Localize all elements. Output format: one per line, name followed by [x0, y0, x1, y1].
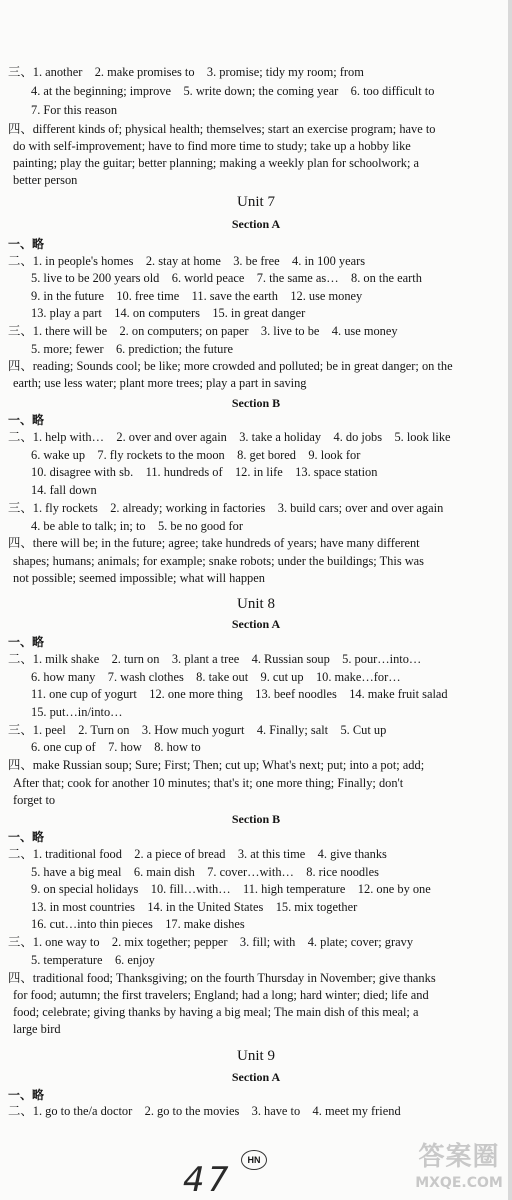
answer-line: 5. have a big meal 6. main dish 7. cover…with… 8. rice noodles	[31, 865, 379, 879]
answer-line: 7. For this reason	[31, 103, 118, 117]
watermark-url: MXQE.COM	[415, 1175, 503, 1191]
answer-line: 9. on special holidays 10. fill…with… 11. high temperature 12. one by one	[31, 882, 431, 896]
answer-line: 四、make Russian soup; Sure; First; Then; cut up; What's next; put; into a pot; add;	[8, 758, 425, 772]
section-heading: Section B	[231, 396, 281, 410]
page-edge-shadow	[508, 0, 512, 1200]
answer-line: 6. one cup of 7. how 8. how to	[31, 740, 201, 754]
answer-line: not possible; seemed impossible; what will happen	[13, 571, 265, 585]
answer-line: 6. how many 7. wash clothes 8. take out 9. cut up 10. make…for…	[31, 670, 401, 684]
answer-line: 6. wake up 7. fly rockets to the moon 8. get bored 9. look for	[31, 448, 361, 462]
answer-line: 二、1. go to the/a doctor 2. go to the movies 3. have to 4. meet my friend	[8, 1104, 401, 1118]
answer-line: 13. play a part 14. on computers 15. in great danger	[31, 306, 306, 320]
answer-line: for food; autumn; the first travelers; England; had a long; hard winter; died; life and	[13, 988, 429, 1002]
answer-line: 一、略	[8, 237, 45, 251]
answer-line: 9. in the future 10. free time 11. save the earth 12. use money	[31, 289, 363, 303]
answer-line: 四、different kinds of; physical health; themselves; start an exercise program; have to	[8, 122, 436, 136]
unit-heading: Unit 9	[237, 1048, 275, 1064]
answer-line: 三、1. another 2. make promises to 3. promise; tidy my room; from	[8, 65, 364, 79]
answer-line: 二、1. traditional food 2. a piece of bread 3. at this time 4. give thanks	[8, 847, 387, 861]
section-heading: Section B	[231, 812, 281, 826]
answer-line: 二、1. milk shake 2. turn on 3. plant a tree 4. Russian soup 5. pour…into…	[8, 652, 422, 666]
section-heading: Section A	[231, 617, 281, 631]
answer-line: 一、略	[8, 413, 45, 427]
answer-line: 二、1. in people's homes 2. stay at home 3. be free 4. in 100 years	[8, 254, 366, 268]
answer-line: 三、1. there will be 2. on computers; on paper 3. live to be 4. use money	[8, 324, 398, 338]
answer-line: 一、略	[8, 635, 45, 649]
answer-line: 5. live to be 200 years old 6. world peace 7. the same as… 8. on the earth	[31, 271, 422, 285]
publisher-badge: HN	[241, 1150, 267, 1170]
answer-line: 四、there will be; in the future; agree; take hundreds of years; have many different	[8, 536, 420, 550]
answer-line: 四、reading; Sounds cool; be like; more crowded and polluted; be in great danger; on the	[8, 359, 453, 373]
answer-line: large bird	[13, 1022, 61, 1036]
answer-line: painting; play the guitar; better planning; making a weekly plan for schoolwork; a	[13, 156, 420, 170]
unit-heading: Unit 8	[237, 596, 275, 612]
watermark-text: 答案圈	[418, 1142, 500, 1172]
answer-line: 三、1. one way to 2. mix together; pepper 3. fill; with 4. plate; cover; gravy	[8, 935, 414, 949]
answer-line: 4. be able to talk; in; to 5. be no good for	[31, 519, 243, 533]
answer-line: do with self-improvement; have to find more time to study; take up a hobby like	[13, 139, 411, 153]
watermark-logo	[408, 1140, 510, 1198]
answer-line: better person	[13, 173, 78, 187]
handwritten-page-number: 47	[178, 1160, 235, 1200]
unit-heading: Unit 7	[237, 194, 275, 210]
answer-line: earth; use less water; plant more trees; play a part in saving	[13, 376, 307, 390]
answer-line: 10. disagree with sb. 11. hundreds of 12. in life 13. space station	[31, 465, 378, 479]
section-heading: Section A	[231, 217, 281, 231]
answer-line: shapes; humans; animals; for example; snake robots; under the buildings; This was	[13, 554, 425, 568]
answer-line: 一、略	[8, 1088, 45, 1102]
answer-line: 一、略	[8, 830, 45, 844]
answer-line: 二、1. help with… 2. over and over again 3. take a holiday 4. do jobs 5. look like	[8, 430, 451, 444]
answer-line: 15. put…in/into…	[31, 705, 123, 719]
answer-line: 四、traditional food; Thanksgiving; on the fourth Thursday in November; give thanks	[8, 971, 436, 985]
answer-line: 5. temperature 6. enjoy	[31, 953, 155, 967]
answer-line: 三、1. fly rockets 2. already; working in factories 3. build cars; over and over again	[8, 501, 444, 515]
answer-line: 16. cut…into thin pieces 17. make dishes	[31, 917, 245, 931]
answer-line: forget to	[13, 793, 56, 807]
answer-line: 4. at the beginning; improve 5. write down; the coming year 6. too difficult to	[31, 84, 435, 98]
answer-line: 5. more; fewer 6. prediction; the future	[31, 342, 233, 356]
answer-line: After that; cook for another 10 minutes; that's it; one more thing; Finally; don't	[13, 776, 404, 790]
answer-line: 三、1. peel 2. Turn on 3. How much yogurt 4. Finally; salt 5. Cut up	[8, 723, 387, 737]
answer-line: food; celebrate; giving thanks by having a big meal; The main dish of this meal; a	[13, 1005, 419, 1019]
section-heading: Section A	[231, 1070, 281, 1084]
answer-line: 11. one cup of yogurt 12. one more thing 13. beef noodles 14. make fruit salad	[31, 687, 448, 701]
answer-line: 14. fall down	[31, 483, 97, 497]
answer-line: 13. in most countries 14. in the United States 15. mix together	[31, 900, 358, 914]
